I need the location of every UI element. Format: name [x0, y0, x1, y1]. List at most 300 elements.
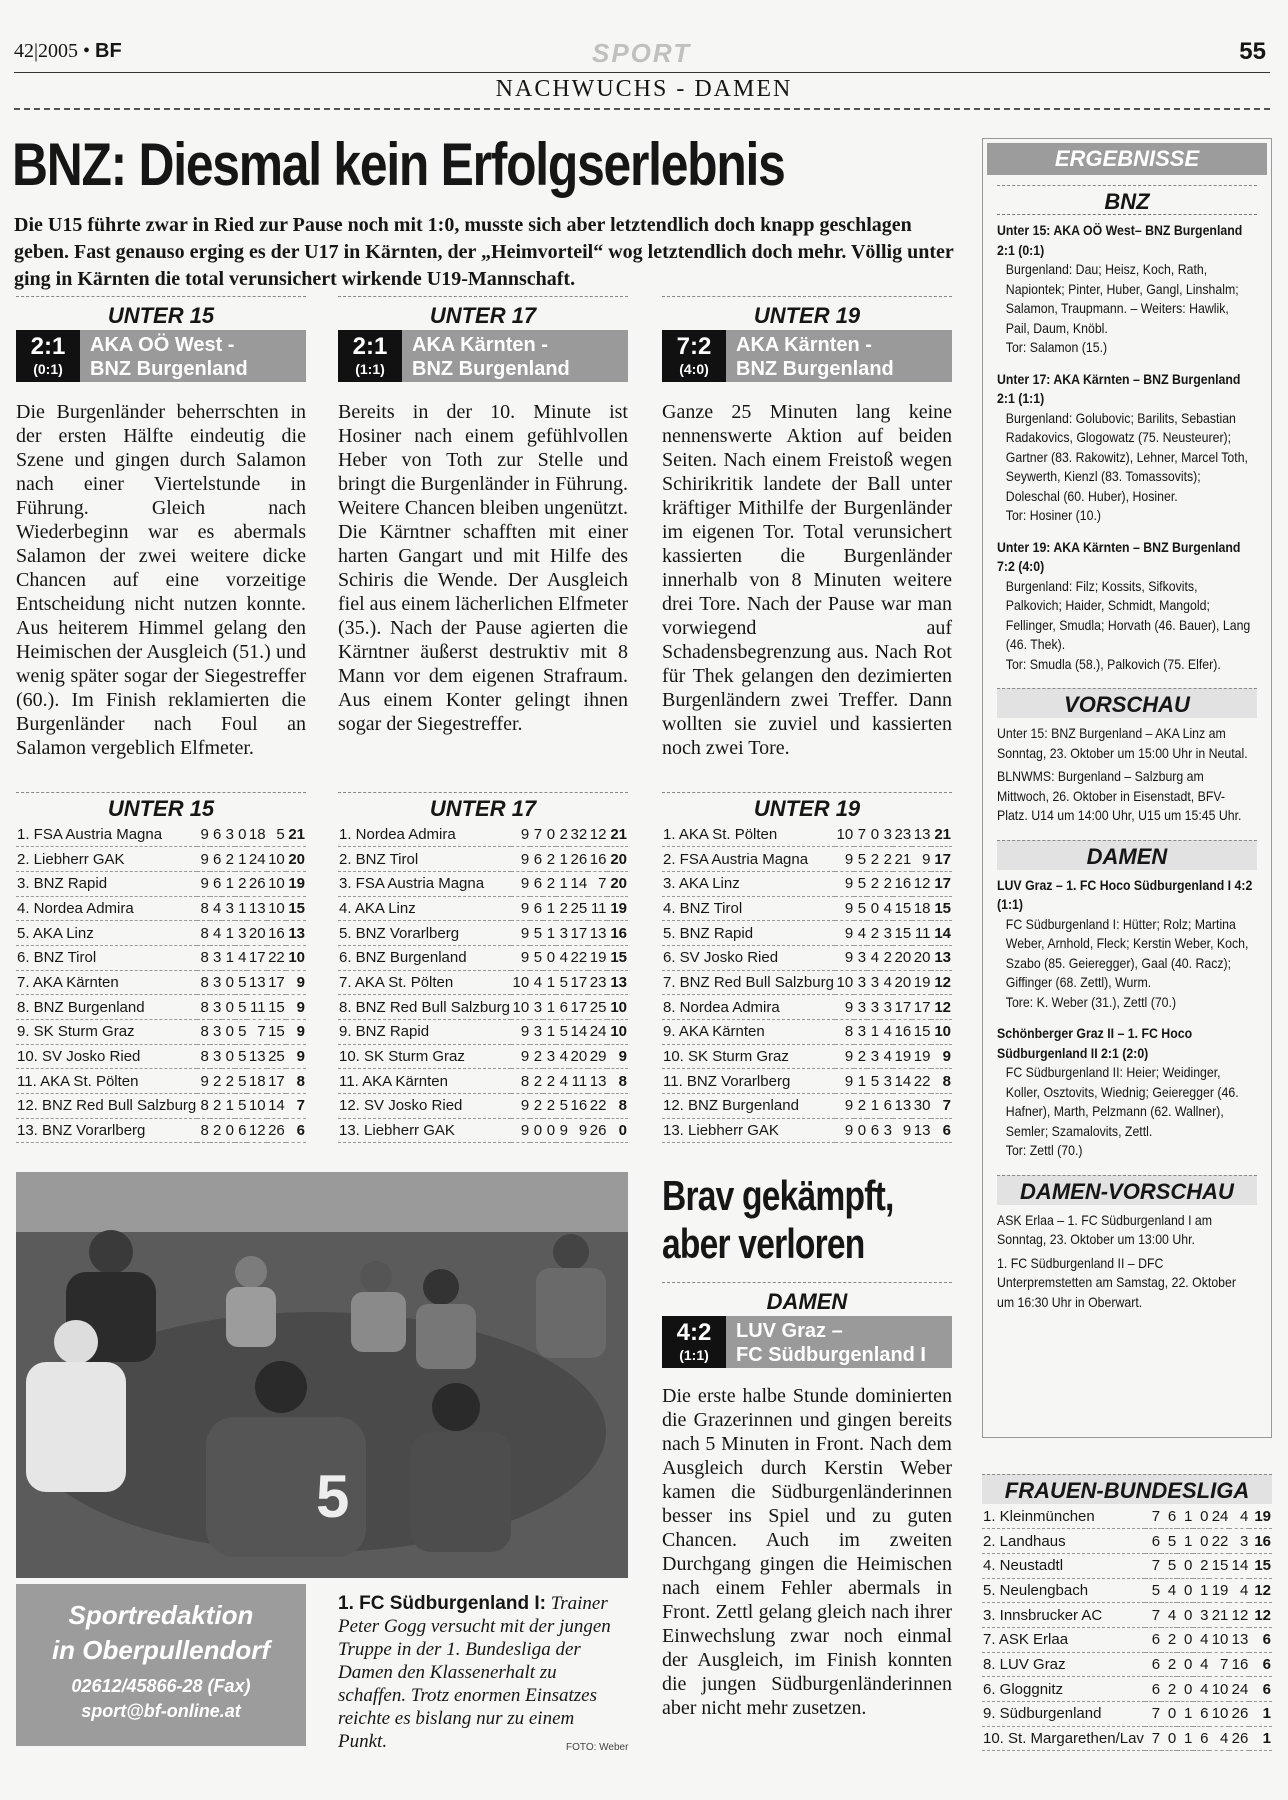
stat-cell: 1: [1177, 1726, 1193, 1751]
stat-cell: 0: [530, 1118, 543, 1143]
team-name: 8. Nordea Admira: [662, 995, 835, 1020]
stat-cell: 5: [1161, 1553, 1177, 1578]
team-name: 10. SK Sturm Graz: [338, 1044, 511, 1069]
stat-cell: 3: [222, 896, 235, 921]
stat-cell: 24: [1229, 1677, 1249, 1702]
stat-cell: 2: [210, 1118, 223, 1143]
team-home: AKA Kärnten -: [412, 334, 548, 356]
stat-cell: 5: [556, 1094, 569, 1119]
stat-cell: 13: [1229, 1627, 1249, 1652]
team-name: 13. BNZ Vorarlberg: [16, 1118, 197, 1143]
table-row: [16, 847, 306, 872]
table-row: [338, 1118, 628, 1143]
stat-cell: 3: [854, 1020, 867, 1045]
stat-cell: 7: [1145, 1726, 1161, 1751]
stat-cell: 15: [893, 896, 912, 921]
stat-cell: 15: [1209, 1553, 1229, 1578]
points: 19: [1249, 1504, 1272, 1529]
team-name: 4. Neustadtl: [982, 1553, 1145, 1578]
points: 1: [1249, 1702, 1272, 1727]
u15-goals: Tor: Salamon (15.): [1005, 339, 1108, 355]
team-name: 5. Neulengbach: [982, 1578, 1145, 1603]
stat-cell: 17: [569, 921, 588, 946]
stat-cell: 15: [267, 995, 286, 1020]
stat-cell: 0: [222, 1020, 235, 1045]
stat-cell: 1: [543, 896, 556, 921]
team-name: 4. Nordea Admira: [16, 896, 197, 921]
stat-cell: 2: [880, 871, 893, 896]
stat-cell: 3: [867, 995, 880, 1020]
stat-cell: 1: [1193, 1578, 1209, 1603]
stat-cell: 9: [912, 847, 931, 872]
team-away: BNZ Burgenland: [736, 358, 894, 380]
stat-cell: 1: [222, 871, 235, 896]
points: 8: [286, 1069, 306, 1094]
stat-cell: 29: [588, 1044, 607, 1069]
damen-vorschau-item-1: ASK Erlaa – 1. FC Südburgenland I am Sonntag, 23. Oktober um 13:00 Uhr.: [997, 1211, 1213, 1247]
stat-cell: 15: [267, 1020, 286, 1045]
stat-cell: 19: [893, 1044, 912, 1069]
stat-cell: 3: [222, 822, 235, 847]
team-name: 1. Nordea Admira: [338, 822, 511, 847]
stat-cell: 7: [1145, 1702, 1161, 1727]
damen1-goals: Tore: K. Weber (31.), Zettl (70.): [1005, 993, 1177, 1010]
stat-cell: 10: [247, 1094, 266, 1119]
points: 10: [607, 1020, 628, 1045]
stat-cell: 2: [543, 1094, 556, 1119]
damen-vorschau-title: DAMEN-VORSCHAU: [997, 1175, 1257, 1205]
team-name: 3. Innsbrucker AC: [982, 1603, 1145, 1628]
damen1-result-head: LUV Graz – 1. FC Hoco Südburgenland I 4:2 (1:1): [997, 876, 1253, 912]
table-row: [338, 945, 628, 970]
stat-cell: 0: [1161, 1702, 1177, 1727]
stat-cell: 1: [1177, 1529, 1193, 1554]
table-row: [16, 1020, 306, 1045]
stat-cell: 0: [1177, 1627, 1193, 1652]
stat-cell: 16: [893, 1020, 912, 1045]
stat-cell: 10: [1209, 1627, 1229, 1652]
table-row: [662, 1118, 952, 1143]
stat-cell: 2: [867, 847, 880, 872]
page-number: 55: [1239, 38, 1266, 65]
stat-cell: 1: [543, 1020, 556, 1045]
stat-cell: 6: [1145, 1652, 1161, 1677]
stat-cell: 9: [835, 1069, 854, 1094]
table-row: [662, 847, 952, 872]
stat-cell: 9: [197, 871, 210, 896]
stat-cell: 13: [247, 896, 266, 921]
team-name: 5. BNZ Vorarlberg: [338, 921, 511, 946]
photo-credit: FOTO: Weber: [566, 1742, 629, 1753]
table-row: [16, 995, 306, 1020]
stat-cell: 4: [1193, 1677, 1209, 1702]
points: 9: [286, 970, 306, 995]
table-row: [982, 1652, 1272, 1677]
stat-cell: 11: [588, 896, 607, 921]
stat-cell: 0: [543, 822, 556, 847]
stat-cell: 8: [197, 896, 210, 921]
stat-cell: 0: [222, 970, 235, 995]
stat-cell: 4: [210, 921, 223, 946]
stat-cell: 8: [197, 921, 210, 946]
stat-cell: 6: [235, 1118, 248, 1143]
table-row: [338, 871, 628, 896]
contact-fax: 02612/45866-28 (Fax): [71, 1676, 251, 1696]
vorschau-item-2: BLNWMS: Burgenland – Salzburg am Mittwoch, 26. Oktober in Eisenstadt, BFV-Platz. U14 um 14:00 Uhr, U15 um 15:45 Uhr.: [997, 768, 1242, 823]
stat-cell: 4: [556, 945, 569, 970]
points: 9: [286, 1044, 306, 1069]
article-u15-scorebox: [16, 330, 306, 382]
points: 10: [607, 995, 628, 1020]
points: 15: [607, 945, 628, 970]
stat-cell: 0: [1161, 1726, 1177, 1751]
table-row: [982, 1529, 1272, 1554]
stat-cell: 2: [530, 1094, 543, 1119]
stat-cell: 4: [1161, 1603, 1177, 1628]
damen-vorschau-item-2: 1. FC Südburgenland II – DFC Unterpremstetten am Samstag, 22. Oktober um 16:30 Uhr in Oberwart.: [997, 1254, 1236, 1310]
stat-cell: 9: [835, 871, 854, 896]
table-u15: [16, 792, 306, 1143]
team-name: 8. LUV Graz: [982, 1652, 1145, 1677]
stat-cell: 6: [210, 847, 223, 872]
u19-result-head: Unter 19: AKA Kärnten – BNZ Burgenland 7:2 (4:0): [997, 538, 1241, 574]
stat-cell: 10: [267, 847, 286, 872]
table-row: [982, 1677, 1272, 1702]
stat-cell: 9: [835, 896, 854, 921]
stat-cell: 17: [912, 995, 931, 1020]
stat-cell: 4: [1209, 1726, 1229, 1751]
article-damen: [662, 1172, 952, 1720]
stat-cell: 2: [867, 871, 880, 896]
stat-cell: 0: [1177, 1553, 1193, 1578]
table-u17: [338, 792, 628, 1143]
stat-cell: 16: [267, 921, 286, 946]
stat-cell: 7: [1145, 1504, 1161, 1529]
stat-cell: 19: [1209, 1578, 1229, 1603]
team-name: 9. AKA Kärnten: [662, 1020, 835, 1045]
stat-cell: 10: [511, 995, 530, 1020]
team-name: 1. Kleinmünchen: [982, 1504, 1145, 1529]
points: 9: [607, 1044, 628, 1069]
stat-cell: 8: [197, 995, 210, 1020]
u17-lineup: Burgenland: Golubovic; Barilits, Sebastian Radakovics, Glogowatz (75. Neusteurer); Gartner (83. Rakowitz), Lehner, Marcel Toth, Seywerth, Kienzl (83. Tomassovits); Doleschal (60. Huber), Hosiner.: [1005, 409, 1248, 504]
stat-cell: 2: [543, 847, 556, 872]
team-name: 8. BNZ Burgenland: [16, 995, 197, 1020]
stat-cell: 14: [569, 1020, 588, 1045]
stat-cell: 26: [1229, 1726, 1249, 1751]
stat-cell: 0: [1177, 1677, 1193, 1702]
team-name: 9. BNZ Rapid: [338, 1020, 511, 1045]
stat-cell: 0: [222, 1044, 235, 1069]
stat-cell: 18: [912, 896, 931, 921]
team-name: 2. Landhaus: [982, 1529, 1145, 1554]
table-row: [338, 921, 628, 946]
stat-cell: 2: [1161, 1627, 1177, 1652]
stat-cell: 9: [835, 847, 854, 872]
stat-cell: 5: [1161, 1529, 1177, 1554]
stat-cell: 26: [247, 871, 266, 896]
points: 15: [286, 896, 306, 921]
stat-cell: 9: [197, 822, 210, 847]
table-row: [982, 1726, 1272, 1751]
stat-cell: 22: [1209, 1529, 1229, 1554]
stat-cell: 13: [893, 1094, 912, 1119]
points: 9: [931, 1044, 952, 1069]
stat-cell: 3: [530, 1020, 543, 1045]
article-u19-text: Ganze 25 Minuten lang keine nennenswerte Aktion auf beiden Seiten. Nach einem Freistoß wegen Schirikritik landete der Ball unter kräftiger Mithilfe der Burgenländer im eigenen Tor. Total verunsichert kassierten die Burgenländer innerhalb von 8 Minuten weitere drei Tore. Nach der Pause war man vorwiegend auf Schadensbegrenzung aus. Nach Rot für Thek gelangen den dezimierten Burgenländern zwei Treffer. Dann wollten sie zuviel und kassierten noch zwei Tore.: [662, 401, 952, 759]
team-name: 3. AKA Linz: [662, 871, 835, 896]
damen2-lineup: FC Südburgenland II: Heier; Weidinger, Koller, Osztovits, Wiednig; Geieregger (46. Hafner), Marth, Pelzmann (62. Wallner), Semler; Szamalovits, Zettl.: [1005, 1064, 1239, 1139]
stat-cell: 3: [880, 1118, 893, 1143]
points: 17: [931, 847, 952, 872]
stat-cell: 3: [530, 995, 543, 1020]
damen2-goals: Tor: Zettl (70.): [1005, 1142, 1083, 1158]
stat-cell: 3: [880, 921, 893, 946]
stat-cell: 9: [511, 1094, 530, 1119]
stat-cell: 5: [235, 1020, 248, 1045]
stat-cell: 17: [247, 945, 266, 970]
points: 19: [607, 896, 628, 921]
points: 8: [607, 1094, 628, 1119]
stat-cell: 3: [854, 995, 867, 1020]
issue-label: [14, 40, 122, 63]
table-row: [16, 822, 306, 847]
stat-cell: 2: [1193, 1553, 1209, 1578]
team-name: 1. AKA St. Pölten: [662, 822, 835, 847]
stat-cell: 4: [880, 896, 893, 921]
damen-title: DAMEN: [997, 840, 1257, 870]
stat-cell: 7: [247, 1020, 266, 1045]
article-u19: [662, 296, 952, 760]
team-name: 11. BNZ Vorarlberg: [662, 1069, 835, 1094]
stat-cell: 11: [569, 1069, 588, 1094]
stat-cell: 1: [222, 921, 235, 946]
stat-cell: 5: [267, 822, 286, 847]
u19-lineup: Burgenland: Filz; Kossits, Sifkovits, Palkovich; Haider, Schmidt, Mangold; Fellinger, Smudla; Horvath (46. Bauer), Lang (46. Thek).: [1005, 577, 1251, 652]
stat-cell: 14: [267, 1094, 286, 1119]
stat-cell: 9: [835, 945, 854, 970]
stat-cell: 14: [893, 1069, 912, 1094]
stat-cell: 1: [1177, 1702, 1193, 1727]
stat-cell: 1: [556, 847, 569, 872]
stat-cell: 12: [1229, 1603, 1249, 1628]
table-row: [16, 871, 306, 896]
points: 10: [931, 1020, 952, 1045]
points: 0: [607, 1118, 628, 1143]
stat-cell: 2: [235, 871, 248, 896]
points: 12: [931, 970, 952, 995]
stat-cell: 22: [912, 1069, 931, 1094]
stat-cell: 18: [247, 1069, 266, 1094]
damen1-lineup: FC Südburgenland I: Hütter; Rolz; Martina Weber, Arnhold, Fleck; Kerstin Weber, Koch, Szabo (85. Geieregger), Gaal (40. Racz); Giffinger (68. Zettl), Wurm.: [1005, 915, 1249, 990]
stat-cell: 4: [1193, 1652, 1209, 1677]
stat-cell: 9: [511, 1044, 530, 1069]
stat-cell: 9: [569, 1118, 588, 1143]
section-label: SPORT: [592, 38, 692, 68]
stat-cell: 7: [854, 822, 867, 847]
points: 1: [1249, 1726, 1272, 1751]
table-row: [662, 1020, 952, 1045]
team-name: 11. AKA Kärnten: [338, 1069, 511, 1094]
stat-cell: 10: [511, 970, 530, 995]
article-u17-text: Bereits in der 10. Minute ist Hosiner nach einem gefühlvollen Heber von Toth zur Stelle und bringt die Burgenländer in Führung. Weitere Chancen bleiben ungenützt. Die Kärntner schafften mit einer harten Gangart und mit Hilfe des Schiris die Wende. Der Ausgleich fiel aus einem lächerlichen Elfmeter (35.). Nach der Pause agierten die Kärntner äußerst destruktiv mit 8 Mann vor dem eigenen Strafraum. Aus einem Konter gelingt ihnen sogar der Siegestreffer.: [338, 401, 628, 735]
team-name: 12. BNZ Burgenland: [662, 1094, 835, 1119]
vorschau-item-1: Unter 15: BNZ Burgenland – AKA Linz am Sonntag, 23. Oktober um 15:00 Uhr in Neutal.: [997, 725, 1248, 761]
contact-email[interactable]: sport@bf-online.at: [81, 1701, 241, 1721]
issue-number: 42|2005: [14, 40, 79, 62]
stat-cell: 7: [588, 871, 607, 896]
stat-cell: 26: [1229, 1702, 1249, 1727]
table-row: [16, 945, 306, 970]
stat-cell: 19: [588, 945, 607, 970]
results-sidebar: [982, 138, 1272, 1438]
stat-cell: 2: [556, 822, 569, 847]
stat-cell: 21: [893, 847, 912, 872]
stat-cell: 5: [1145, 1578, 1161, 1603]
halftime-score: (4:0): [679, 361, 709, 377]
stat-cell: 12: [247, 1118, 266, 1143]
table-row: [662, 871, 952, 896]
points: 7: [931, 1094, 952, 1119]
bullet: •: [83, 40, 91, 62]
stat-cell: 1: [235, 896, 248, 921]
table-row: [662, 921, 952, 946]
stat-cell: 2: [210, 1094, 223, 1119]
table-row: [338, 1044, 628, 1069]
stat-cell: 20: [912, 945, 931, 970]
stat-cell: 4: [210, 896, 223, 921]
stat-cell: 9: [835, 1044, 854, 1069]
article-u19-head: UNTER 19: [662, 296, 952, 330]
team-name: 1. FSA Austria Magna: [16, 822, 197, 847]
photo-caption: [338, 1592, 628, 1753]
stat-cell: 10: [1209, 1702, 1229, 1727]
table-row: [338, 1094, 628, 1119]
stat-cell: 8: [835, 1020, 854, 1045]
article-u15: [16, 296, 306, 760]
score: 4:2: [676, 1319, 712, 1346]
team-name: 2. FSA Austria Magna: [662, 847, 835, 872]
stat-cell: 0: [543, 1118, 556, 1143]
table-row: [338, 822, 628, 847]
stat-cell: 9: [511, 896, 530, 921]
stat-cell: 2: [854, 1094, 867, 1119]
team-name: 10. SK Sturm Graz: [662, 1044, 835, 1069]
stat-cell: 8: [197, 970, 210, 995]
stat-cell: 9: [511, 945, 530, 970]
stat-cell: 4: [556, 1044, 569, 1069]
stat-cell: 15: [912, 1020, 931, 1045]
stat-cell: 10: [267, 896, 286, 921]
stat-cell: 8: [197, 1020, 210, 1045]
team-photo: [16, 1172, 628, 1578]
stat-cell: 8: [197, 945, 210, 970]
table-frauen-bundesliga: [982, 1474, 1272, 1751]
team-name: 7. AKA Kärnten: [16, 970, 197, 995]
stat-cell: 1: [867, 1094, 880, 1119]
team-name: 12. SV Josko Ried: [338, 1094, 511, 1119]
bnz-title: BNZ: [997, 185, 1257, 215]
damen2-result-head: Schönberger Graz II – 1. FC Hoco Südburgenland II 2:1 (2:0): [997, 1025, 1193, 1061]
stat-cell: 13: [912, 822, 931, 847]
stat-cell: 2: [854, 1044, 867, 1069]
stat-cell: 6: [1145, 1677, 1161, 1702]
stat-cell: 5: [235, 1044, 248, 1069]
stat-cell: 4: [530, 970, 543, 995]
stat-cell: 13: [912, 1118, 931, 1143]
stat-cell: 6: [867, 1118, 880, 1143]
points: 9: [286, 1020, 306, 1045]
stat-cell: 25: [588, 995, 607, 1020]
team-name: 6. BNZ Burgenland: [338, 945, 511, 970]
stat-cell: 9: [511, 847, 530, 872]
stat-cell: 10: [1209, 1677, 1229, 1702]
stat-cell: 20: [569, 1044, 588, 1069]
u19-goals: Tor: Smudla (58.), Palkovich (75. Elfer).: [1005, 655, 1221, 672]
table-row: [662, 970, 952, 995]
stat-cell: 5: [235, 1094, 248, 1119]
stat-cell: 7: [1209, 1652, 1229, 1677]
stat-cell: 3: [210, 945, 223, 970]
stat-cell: 9: [511, 921, 530, 946]
table-row: [982, 1553, 1272, 1578]
stat-cell: 3: [880, 822, 893, 847]
stat-cell: 0: [235, 822, 248, 847]
stat-cell: 4: [854, 921, 867, 946]
table-row: [982, 1578, 1272, 1603]
halftime-score: (1:1): [679, 1347, 709, 1363]
points: 15: [931, 896, 952, 921]
stat-cell: 24: [1209, 1504, 1229, 1529]
stat-cell: 4: [880, 970, 893, 995]
stat-cell: 0: [1193, 1529, 1209, 1554]
stat-cell: 6: [556, 995, 569, 1020]
stat-cell: 1: [235, 847, 248, 872]
stat-cell: 6: [1193, 1726, 1209, 1751]
stat-cell: 21: [1209, 1603, 1229, 1628]
table-row: [662, 896, 952, 921]
stat-cell: 9: [197, 847, 210, 872]
stat-cell: 1: [854, 1069, 867, 1094]
stat-cell: 25: [569, 896, 588, 921]
team-away: FC Südburgenland I: [736, 1344, 926, 1366]
article-damen-head: DAMEN: [662, 1282, 952, 1316]
stat-cell: 1: [543, 921, 556, 946]
stat-cell: 8: [197, 1044, 210, 1069]
team-name: 6. Gloggnitz: [982, 1677, 1145, 1702]
team-home: AKA OÖ West -: [90, 334, 235, 356]
team-name: 11. AKA St. Pölten: [16, 1069, 197, 1094]
points: 20: [607, 871, 628, 896]
table-row: [16, 1094, 306, 1119]
score: 2:1: [352, 333, 388, 360]
table-row: [338, 970, 628, 995]
stat-cell: 9: [511, 1118, 530, 1143]
table-row: [16, 896, 306, 921]
stat-cell: 5: [235, 995, 248, 1020]
points: 8: [607, 1069, 628, 1094]
points: 8: [931, 1069, 952, 1094]
u17-goals: Tor: Hosiner (10.): [1005, 507, 1101, 523]
stat-cell: 20: [893, 970, 912, 995]
stat-cell: 6: [530, 896, 543, 921]
stat-cell: 11: [912, 921, 931, 946]
stat-cell: 7: [1145, 1553, 1161, 1578]
article-u17-scorebox: [338, 330, 628, 382]
stat-cell: 3: [210, 1044, 223, 1069]
stat-cell: 2: [543, 1069, 556, 1094]
stat-cell: 4: [880, 1044, 893, 1069]
